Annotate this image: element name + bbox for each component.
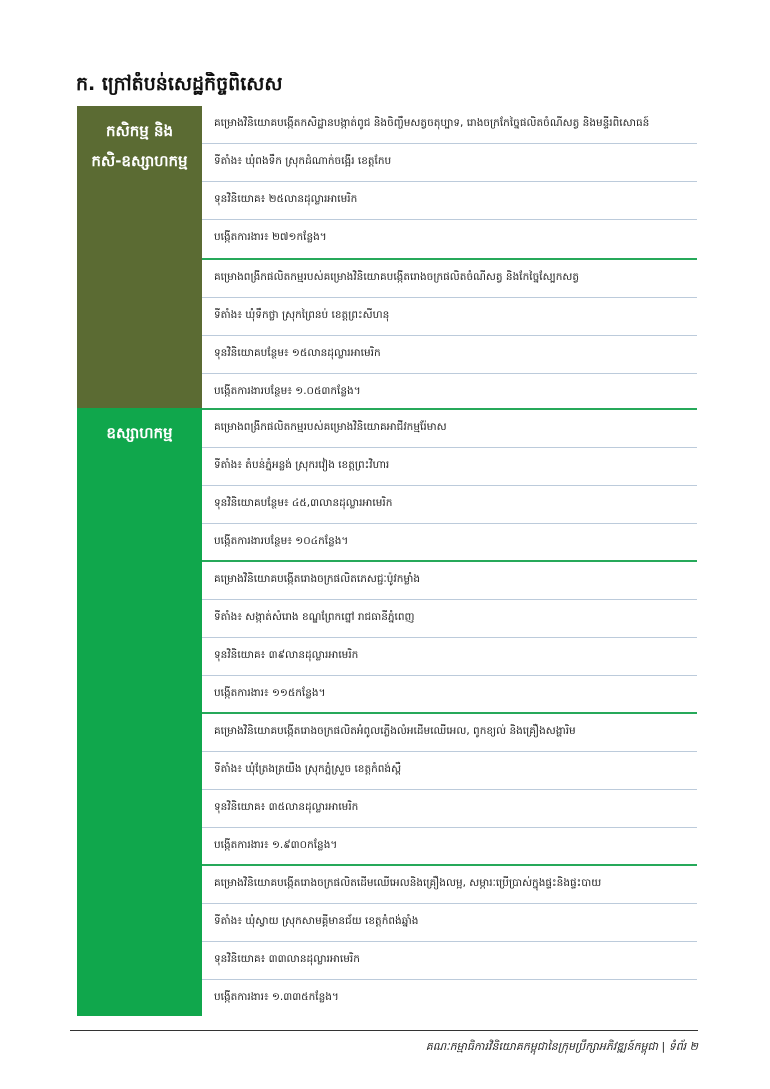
project-block xyxy=(202,258,697,410)
project-investment: ទុនវិនិយោគ៖ ៣៩លានដុល្លារអាមេរិក xyxy=(202,638,697,676)
project-title: គម្រោងពង្រីកផលិតកម្មរបស់គម្រោងវិនិយោគអាជីវកម្មរ៉ែមាស xyxy=(202,410,697,448)
project-investment: ទុនវិនិយោគបន្ថែម៖ ១៥លានដុល្លារអាមេរិក xyxy=(202,336,697,374)
category-cell xyxy=(77,408,202,1016)
project-location: ទីតាំង៖ ឃុំស្វាយ ស្រុកសាមគ្គីមានជ័យ ខេត្តកំពង់ឆ្នាំង xyxy=(202,904,697,942)
project-block xyxy=(202,408,697,562)
category-label-line: កសិ-ឧស្សាហកម្ម xyxy=(91,152,188,170)
project-jobs: បង្កើតការងារ៖ ១.៩៣០កន្លែង។ xyxy=(214,839,338,851)
project-block xyxy=(202,106,697,258)
project-jobs: បង្កើតការងារបន្ថែម៖ ១.០៥៣កន្លែង។ xyxy=(214,385,361,397)
project-location: ទីតាំង៖ តំបន់ភ្នំអន្លង់ ស្រុករវៀង ខេត្តព្រះវិហារ xyxy=(202,448,697,486)
project-location: ទីតាំង៖ ឃុំទឹកថ្លា ស្រុកព្រៃនប់ ខេត្តព្រះសីហនុ xyxy=(202,298,697,336)
project-title: គម្រោងពង្រីកផលិតកម្មរបស់គម្រោងវិនិយោគបង្កើតរោងចក្រផលិតចំណីសត្វ និងកែច្នៃស្បែកសត្វ xyxy=(202,260,697,298)
footer-divider xyxy=(70,1030,698,1031)
project-location: ទីតាំង៖ សង្កាត់សំរោង ខណ្ឌព្រែកព្នៅ រាជធានីភ្នំពេញ xyxy=(202,600,697,638)
section-industry xyxy=(77,408,697,1016)
project-title: គម្រោងវិនិយោគបង្កើតរោងចក្រផលិតអំពូលភ្លើងលំអដើមឈើអេល, ពូកខ្យល់ និងគ្រឿងសង្ហារិម xyxy=(202,714,697,752)
project-investment: ទុនវិនិយោគ៖ ៣៣លានដុល្លារអាមេរិក xyxy=(202,942,697,980)
project-title: គម្រោងវិនិយោគបង្កើតកសិដ្ឋានបង្កាត់ពូជ និងចិញ្ចឹមសត្វចតុប្បាទ, រោងចក្រកែច្នៃផលិតចំណីសត្វ និងមន្ទីរពិសោធន៍ xyxy=(202,106,697,144)
project-jobs: បង្កើតការងារ៖ ១១៥កន្លែង។ xyxy=(214,687,326,699)
project-title: គម្រោងវិនិយោគបង្កើតរោងចក្រផលិតដើមឈើអេលនិងគ្រឿងលម្អ, សម្ភារៈប្រើប្រាស់ក្នុងផ្ទះនិងផ្ទះបាយ xyxy=(202,866,697,904)
page-footer: គណៈកម្មាធិការវិនិយោគកម្ពុជានៃក្រុមប្រឹក្សាអភិវឌ្ឍន៍កម្ពុជា | ទំព័រ ២ xyxy=(425,1040,698,1053)
project-location: ទីតាំង៖ ឃុំត្រែងត្រយឹង ស្រុកភ្នំស្រួច ខេត្តកំពង់ស្ពឺ xyxy=(202,752,697,790)
project-block xyxy=(202,864,697,1018)
project-location: ទីតាំង៖ ឃុំពងទឹក ស្រុកដំណាក់ចង្អើរ ខេត្តកែប xyxy=(202,144,697,182)
project-block xyxy=(202,712,697,866)
project-title: គម្រោងវិនិយោគបង្កើតរោងចក្រផលិតភេសជ្ជៈប៉ូវកម្លាំង xyxy=(202,562,697,600)
project-investment: ទុនវិនិយោគបន្ថែម៖ ៤៥,៣លានដុល្លារអាមេរិក xyxy=(202,486,697,524)
section-agriculture xyxy=(77,106,697,408)
category-label-line: ឧស្សាហកម្ម xyxy=(106,424,173,442)
project-investment: ទុនវិនិយោគ៖ ២៥លានដុល្លារអាមេរិក xyxy=(202,182,697,220)
project-jobs: បង្កើតការងារ៖ ២៧១កន្លែង។ xyxy=(214,231,327,243)
project-block xyxy=(202,560,697,714)
category-label-line: កសិកម្ម និង xyxy=(105,122,174,140)
project-investment: ទុនវិនិយោគ៖ ៣៥លានដុល្លារអាមេរិក xyxy=(202,790,697,828)
project-jobs: បង្កើតការងារបន្ថែម៖ ១០៤កន្លែង។ xyxy=(214,535,349,547)
category-cell xyxy=(77,106,202,408)
section-heading: ក. ក្រៅតំបន់សេដ្ឋកិច្ចពិសេស xyxy=(76,73,283,95)
project-jobs: បង្កើតការងារ៖ ១.៣៣៥កន្លែង។ xyxy=(214,991,339,1003)
projects-table xyxy=(77,106,697,1016)
